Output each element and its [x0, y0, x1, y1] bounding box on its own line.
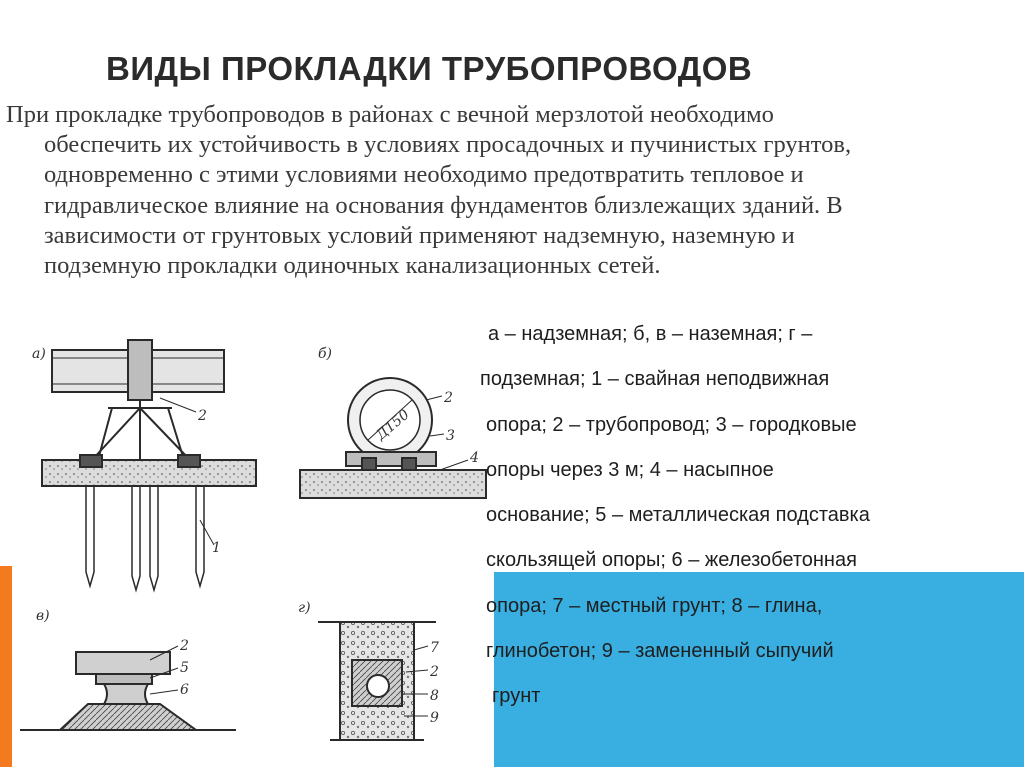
- intro-line: гидравлическое влияние на основания фундаментов близлежащих зданий. В: [44, 191, 843, 219]
- support-b: [346, 452, 436, 466]
- legend-line: основание; 5 – металлическая подставка: [486, 504, 870, 527]
- legend-line: опора; 7 – местный грунт; 8 – глина,: [486, 594, 823, 617]
- label-2g: 2: [430, 664, 439, 680]
- label-6: 6: [180, 682, 189, 698]
- label-9: 9: [430, 710, 439, 726]
- slide-title: ВИДЫ ПРОКЛАДКИ ТРУБОПРОВОДОВ: [106, 50, 753, 87]
- legend-line: а – надземная; б, в – наземная; г –: [488, 323, 813, 345]
- ground-a: [42, 460, 256, 486]
- figure-a-above-ground: [32, 340, 256, 590]
- legend-line: глинобетон; 9 – замененный сыпучий: [486, 640, 834, 663]
- pipe-v: [76, 652, 170, 674]
- intro-line: одновременно с этими условиями необходимо предотвратить тепловое и: [44, 161, 804, 189]
- intro-line: обеспечить их устойчивость в условиях просадочных и пучинистых грунтов,: [44, 131, 852, 159]
- label-2v: 2: [180, 638, 189, 654]
- piles: [86, 486, 204, 590]
- legend-line: грунт: [492, 685, 541, 708]
- intro-line: При прокладке трубопроводов в районах с вечной мерзлотой необходимо: [6, 101, 774, 128]
- concrete-support: [60, 704, 196, 730]
- label-7: 7: [430, 640, 439, 656]
- ground-b: [300, 470, 486, 498]
- intro-line: зависимости от грунтовых условий применяют надземную, наземную и: [44, 221, 795, 249]
- label-1: 1: [212, 540, 221, 556]
- figure-v-sliding-support: [20, 608, 236, 730]
- legend-line: скользящей опоры; 6 – железобетонная: [486, 549, 857, 572]
- pipe-diameter-mark: Д150: [373, 406, 413, 444]
- figure-g-underground: [298, 600, 439, 740]
- legend-line: подземная; 1 – свайная неподвижная: [480, 368, 830, 391]
- label-2: 2: [198, 408, 207, 424]
- label-8: 8: [430, 688, 439, 704]
- figure-b-ground-laying: [300, 346, 486, 498]
- label-5: 5: [180, 660, 189, 676]
- legend-line: опора; 2 – трубопровод; 3 – городковые: [486, 413, 857, 436]
- label-3: 3: [446, 428, 455, 444]
- intro-line: подземную прокладки одиночных канализационных сетей.: [44, 252, 661, 280]
- label-2b: 2: [444, 390, 453, 406]
- figure-g-label: г): [298, 600, 311, 616]
- legend-line: опоры через 3 м; 4 – насыпное: [486, 458, 774, 481]
- figure-a-label: а): [32, 346, 46, 362]
- figure-b-label: б): [318, 346, 333, 362]
- label-4: 4: [470, 450, 479, 466]
- figure-v-label: в): [36, 608, 50, 624]
- pipe-clamp: [128, 340, 152, 400]
- pipe-g: [367, 675, 389, 697]
